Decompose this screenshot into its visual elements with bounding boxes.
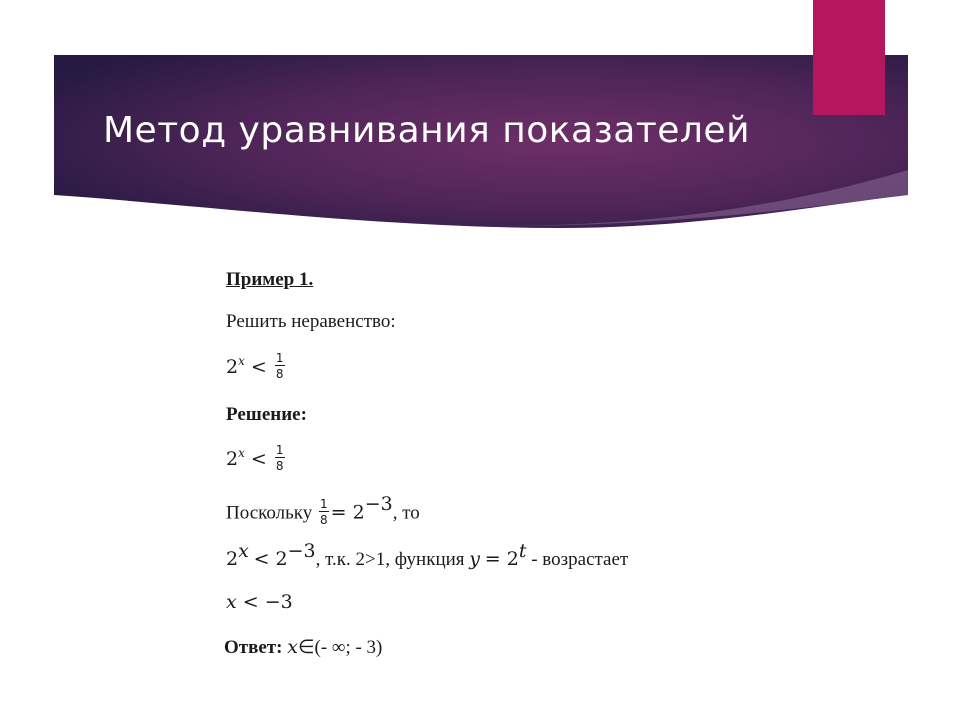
- inequality: 2$^x$ < $\frac{1}{8}$: [226, 351, 284, 381]
- slide-title: Метод уравнивания показателей: [103, 110, 750, 151]
- solution-heading: Решение:: [226, 404, 307, 425]
- solution-step-2: Поскольку $\frac{1}{8}$ = $2^{-3}$, то: [226, 493, 420, 527]
- task-text: Решить неравенство:: [226, 311, 396, 332]
- accent-bar: [813, 0, 885, 115]
- solution-step-3: $2^x < 2^{-3}$, т.к. 2>1, функция $y = 2^t$ - возрастает: [226, 540, 629, 570]
- fraction: $\frac{1}{8}$: [275, 351, 284, 381]
- solution-step-4: x < −3: [226, 591, 293, 613]
- fraction: $\frac{1}{8}$: [320, 497, 328, 527]
- example-heading: Пример 1.: [226, 269, 314, 290]
- solution-step-1: 2$^x$ < $\frac{1}{8}$: [226, 443, 284, 473]
- answer-line: Ответ: x∈(- ∞; - 3): [224, 636, 383, 658]
- fraction: $\frac{1}{8}$: [275, 443, 284, 473]
